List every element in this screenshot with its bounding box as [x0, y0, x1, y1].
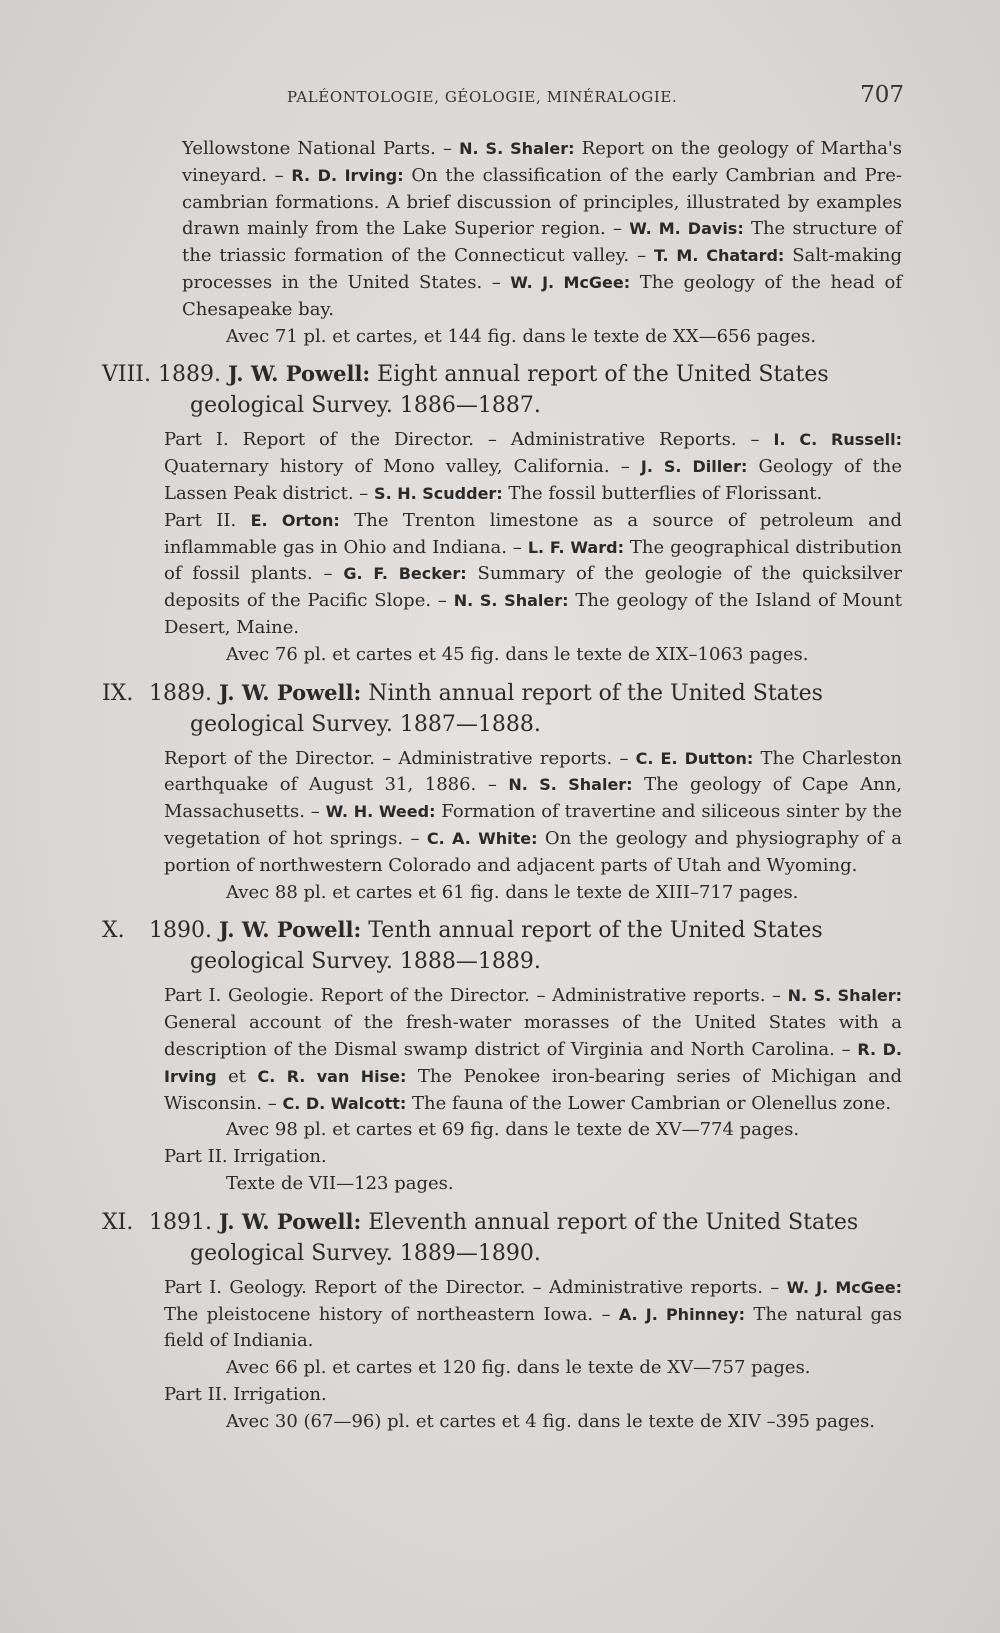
author-name: C. R. van Hise: — [257, 1066, 407, 1086]
extent-note: Avec 88 pl. et cartes et 61 fig. dans le texte de XIII–717 pages. — [226, 881, 799, 903]
author-name: N. S. Shaler: — [508, 775, 633, 795]
author-name: G. F. Becker: — [343, 564, 467, 584]
author-name: J. S. Diller: — [640, 457, 748, 477]
entry-heading-viii — [102, 358, 902, 421]
author-name: I. C. Russell: — [773, 430, 902, 450]
entry-part: Part I. Geologie. Report of the Director. – Administrative reports. – N. S. Shaler: General account of the fresh-water morasses of the United States with a description of the Dismal swamp district of Virginia and North Carolina. – R. D. Irving et C. R. van Hise: The Penokee iron-bearing series of Michigan and Wisconsin. – C. D. Walcott: The fauna of the Lower Cambrian or Olenellus zone. — [164, 985, 902, 1114]
author-name: C. A. White: — [426, 828, 538, 848]
author-name: N. S. Shaler: — [787, 986, 902, 1006]
entry-title: Eight annual report of the United States geological Survey. 1886—1887. — [190, 362, 829, 419]
extent-note: Avec 76 pl. et cartes et 45 fig. dans le texte de XIX–1063 pages. — [226, 643, 809, 665]
author-name: J. W. Powell: — [218, 917, 362, 943]
entry-year: 1891. — [149, 1209, 212, 1235]
entry-year: 1890. — [149, 918, 212, 944]
extent-note: Avec 66 pl. et cartes et 120 fig. dans le texte de XV—757 pages. — [226, 1357, 811, 1379]
entry-contents: Report of the Director. – Administrative reports. – C. E. Dutton: The Charleston earthquake of August 31, 1886. – N. S. Shaler: The geology of Cape Ann, Massachusetts. – W. H. Weed: Formation of travertine and siliceous sinter by the vegetation of hot springs. – C. A. White: On the geology and physiography of a portion of northwestern Colorado and adjacent parts of Utah and Wyoming. — [164, 747, 903, 876]
extent-note: Avec 71 pl. et cartes, et 144 fig. dans le texte de XX—656 pages. — [226, 325, 817, 347]
entry-title: Eleventh annual report of the United States geological Survey. 1889—1890. — [190, 1209, 859, 1266]
author-name: L. F. Ward: — [527, 537, 624, 557]
author-name: J. W. Powell: — [218, 679, 362, 705]
continued-contents: Yellowstone National Parts. – N. S. Shaler: Report on the geology of Martha's vineyard. – R. D. Irving: On the classification of the early Cambrian and Pre-cambrian formations. A brief discussion of principles, illustrated by examples drawn mainly from the Lake Superior region. – W. M. Davis: The structure of the triassic formation of the Connecticut valley. – T. M. Chatard: Salt-making processes in the United States. – W. J. McGee: The geology of the head of Chesapeake bay. — [182, 138, 903, 320]
entry-heading-xi: XI. 1891. J. W. Powell: Eleventh annual report of the United States geological Survey. 1889—1890. — [102, 1208, 859, 1266]
entry-part-label: Part II. Irrigation. — [164, 1383, 327, 1405]
entry-heading-x: X. 1890. J. W. Powell: Tenth annual report of the United States geological Survey. 1888—1889. — [102, 917, 823, 975]
author-name: W. J. McGee: — [786, 1277, 902, 1297]
entry-title: Tenth annual report of the United States geological Survey. 1888—1889. — [190, 918, 823, 975]
page-number: 707 — [860, 82, 904, 108]
entry-part: Part I. Report of the Director. – Administrative Reports. – I. C. Russell: Quaternary history of Mono valley, California. – J. S. Diller: Geology of the Lassen Peak district. – S. H. Scudder: The fossil butterflies of Florissant. — [164, 429, 902, 504]
entry-part: Part II. E. Orton: The Trenton limestone as a source of petroleum and inflammable gas in Ohio and Indiana. – L. F. Ward: The geographical distribution of fossil plants. – G. F. Becker: Summary of the geologie of the quicksilver deposits of the Pacific Slope. – N. S. Shaler: The geology of the Island of Mount Desert, Maine. — [164, 509, 902, 638]
author-name: J. W. Powell: — [227, 361, 371, 387]
author-name: A. J. Phinney: — [618, 1304, 746, 1324]
author-name: E. Orton: — [250, 510, 340, 530]
author-name: W. H. Weed: — [325, 802, 436, 822]
page-body — [102, 136, 903, 1435]
author-name: C. D. Walcott: — [282, 1093, 407, 1113]
author-name: N. S. Shaler: — [459, 139, 575, 158]
author-name: T. M. Chatard: — [654, 246, 785, 266]
entry-year: 1889. — [157, 362, 221, 388]
author-name: R. D. Irving — [164, 1039, 902, 1086]
author-name: C. E. Dutton: — [635, 748, 754, 768]
entry-part-label: Part II. Irrigation. — [164, 1146, 327, 1168]
running-title: PALÉONTOLOGIE, GÉOLOGIE, MINÉRALOGIE. — [287, 88, 678, 106]
entry-heading-ix: IX. 1889. J. W. Powell: Ninth annual report of the United States geological Survey. 1887—1888. — [102, 679, 823, 737]
author-name: N. S. Shaler: — [453, 591, 569, 611]
author-name: S. H. Scudder: — [374, 483, 503, 503]
extent-note: Texte de VII—123 pages. — [226, 1172, 454, 1194]
entry-year: 1889. — [149, 680, 212, 706]
entry-title: Ninth annual report of the United States geological Survey. 1887—1888. — [190, 680, 823, 737]
entry-part: Part I. Geology. Report of the Director. – Administrative reports. – W. J. McGee: The pleistocene history of northeastern Iowa. – A. J. Phinney: The natural gas field of Indiania. — [164, 1276, 902, 1352]
extent-note: Avec 30 (67—96) pl. et cartes et 4 fig. dans le texte de XIV –395 pages. — [226, 1410, 876, 1432]
page-header — [0, 82, 1000, 118]
author-name: J. W. Powell: — [218, 1208, 362, 1234]
author-name: W. J. McGee: — [510, 272, 631, 292]
author-name: R. D. Irving: — [291, 165, 404, 185]
entry-number: VIII. — [102, 362, 151, 388]
extent-note: Avec 98 pl. et cartes et 69 fig. dans le texte de XV—774 pages. — [226, 1119, 800, 1141]
author-name: W. M. Davis: — [629, 219, 744, 239]
